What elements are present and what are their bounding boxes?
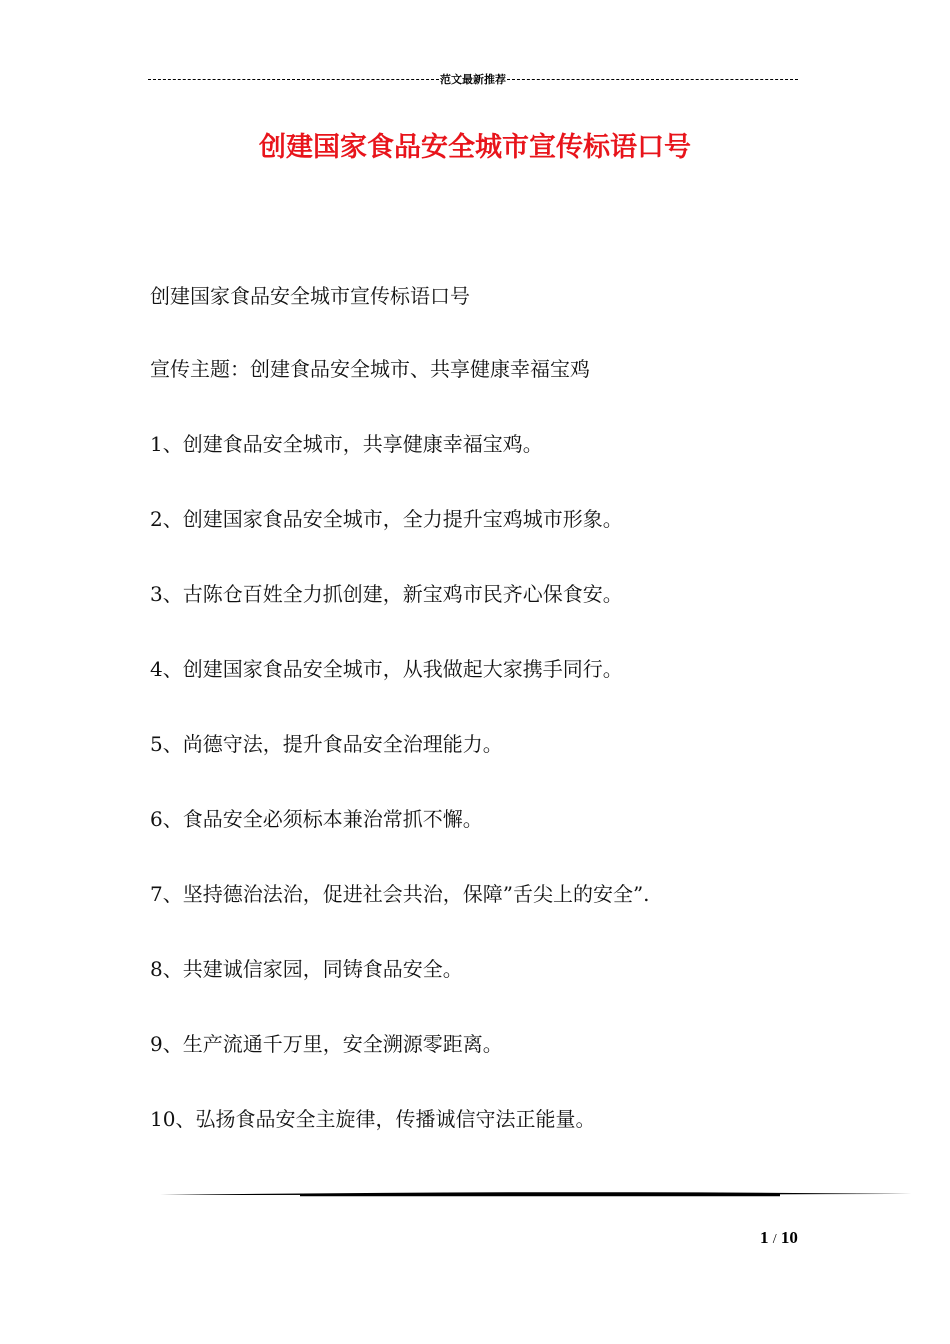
body-line: 创建国家食品安全城市宣传标语口号 bbox=[150, 284, 470, 308]
total-pages: 10 bbox=[780, 1228, 798, 1247]
header-label: 范文最新推荐 bbox=[440, 73, 506, 86]
page-header bbox=[148, 70, 798, 88]
current-page: 1 bbox=[760, 1228, 769, 1247]
body-line: 10、弘扬食品安全主旋律，传播诚信守法正能量。 bbox=[150, 1107, 596, 1131]
body-line: 8、共建诚信家园，同铸食品安全。 bbox=[150, 957, 463, 981]
page-number bbox=[760, 1228, 798, 1248]
body-line: 4、创建国家食品安全城市，从我做起大家携手同行。 bbox=[150, 657, 623, 681]
body-line: 7、坚持德治法治，促进社会共治，保障”舌尖上的安全”. bbox=[150, 882, 650, 906]
body-line: 1、创建食品安全城市，共享健康幸福宝鸡。 bbox=[150, 432, 543, 456]
body-line: 宣传主题：创建食品安全城市、共享健康幸福宝鸡 bbox=[150, 357, 590, 381]
page-separator: / bbox=[772, 1232, 777, 1247]
document-title: 创建国家食品安全城市宣传标语口号 bbox=[259, 132, 691, 163]
body-line: 3、古陈仓百姓全力抓创建，新宝鸡市民齐心保食安。 bbox=[150, 582, 623, 606]
header-dash-left bbox=[148, 79, 439, 80]
body-line: 6、食品安全必须标本兼治常抓不懈。 bbox=[150, 807, 483, 831]
footer-divider bbox=[160, 1186, 912, 1202]
header-dash-right bbox=[507, 79, 798, 80]
body-line: 9、生产流通千万里，安全溯源零距离。 bbox=[150, 1032, 503, 1056]
body-line: 5、尚德守法，提升食品安全治理能力。 bbox=[150, 732, 503, 756]
body-line: 2、创建国家食品安全城市，全力提升宝鸡城市形象。 bbox=[150, 507, 623, 531]
